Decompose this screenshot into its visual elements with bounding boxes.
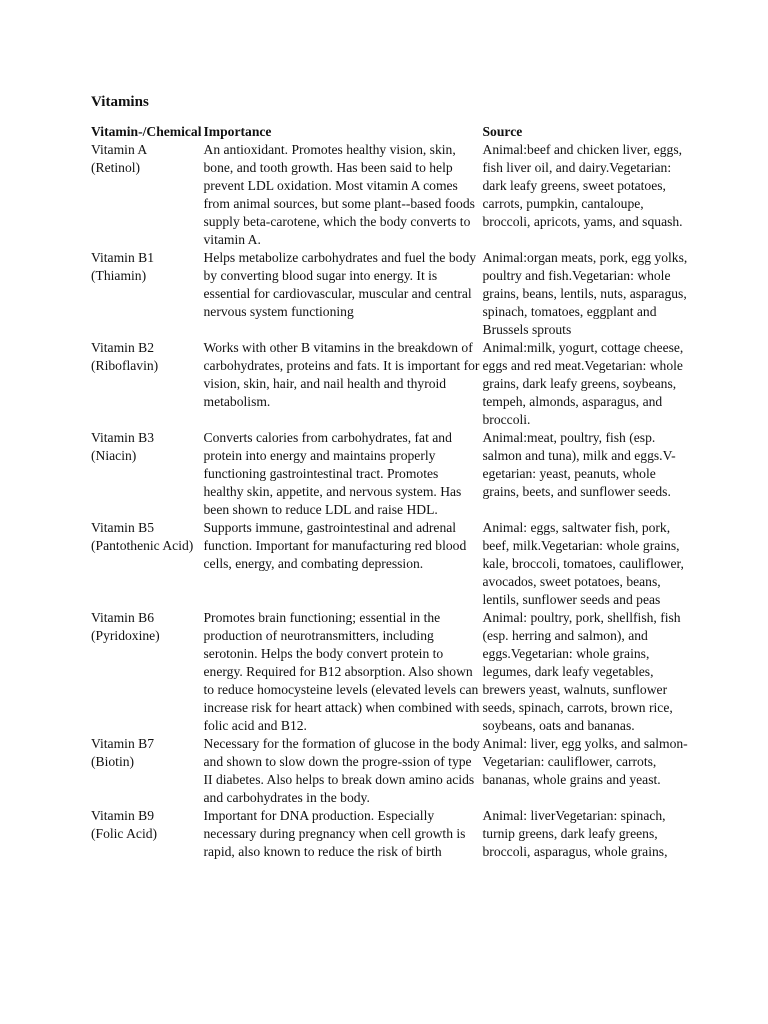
table-row — [89, 609, 691, 735]
vitamin-name: Vitamin B5 — [91, 520, 154, 535]
source-cell: Animal:meat, poultry, fish (esp. salmon and tuna), milk and eggs.V-egetarian: yeast, peanuts, whole grains, beets, and sunflower seeds. — [482, 430, 676, 499]
table-header-row — [89, 123, 691, 141]
importance-cell: Works with other B vitamins in the breakdown of carbohydrates, proteins and fats. It is important for vision, skin, hair, and nail health and thyroid metabolism. — [203, 340, 480, 409]
vitamin-cell — [89, 519, 202, 609]
vitamin-cell — [89, 141, 202, 249]
source-cell: Animal: liverVegetarian: spinach, turnip greens, dark leafy greens, broccoli, asparagus, whole grains, — [482, 808, 668, 859]
vitamins-table — [89, 123, 691, 861]
importance-cell: Supports immune, gastrointestinal and adrenal function. Important for manufacturing red blood cells, energy, and combating depression. — [203, 520, 467, 571]
vitamin-chemical: (Thiamin) — [91, 268, 147, 283]
vitamin-chemical: (Folic Acid) — [91, 826, 158, 841]
table-row — [89, 141, 691, 249]
importance-cell: Converts calories from carbohydrates, fat and protein into energy and maintains properly functioning gastrointestinal tract. Promotes healthy skin, appetite, and nervous system. Has been shown to reduce LDL and raise HDL. — [203, 430, 462, 517]
vitamin-chemical: (Niacin) — [91, 448, 137, 463]
vitamin-chemical: (Retinol) — [91, 160, 141, 175]
source-cell: Animal:beef and chicken liver, eggs, fish liver oil, and dairy.Vegetarian: dark leafy greens, sweet potatoes, carrots, pumpkin, cantaloupe, broccoli, apricots, yams, and squash. — [482, 142, 683, 229]
table-row — [89, 807, 691, 861]
vitamin-chemical: (Pyridoxine) — [91, 628, 160, 643]
importance-cell: An antioxidant. Promotes healthy vision, skin, bone, and tooth growth. Has been said to help prevent LDL oxidation. Most vitamin A comes from animal sources, but some plant--based foods supply beta-carotene, which the body converts to vitamin A. — [203, 142, 475, 247]
source-cell: Animal:organ meats, pork, egg yolks, poultry and fish.Vegetarian: whole grains, beans, lentils, nuts, asparagus, spinach, tomatoes, eggplant and Brussels sprouts — [482, 250, 688, 337]
table-row — [89, 339, 691, 429]
table-row — [89, 429, 691, 519]
source-cell: Animal:milk, yogurt, cottage cheese, eggs and red meat.Vegetarian: whole grains, dark leafy greens, soybeans, tempeh, almonds, asparagus, and broccoli. — [482, 340, 684, 427]
vitamin-name: Vitamin B7 — [91, 736, 154, 751]
vitamin-chemical: (Biotin) — [91, 754, 135, 769]
table-row — [89, 249, 691, 339]
table-row — [89, 519, 691, 609]
source-cell: Animal: liver, egg yolks, and salmon-Vegetarian: cauliflower, carrots, bananas, whole grains and yeast. — [482, 736, 688, 787]
vitamin-cell — [89, 609, 202, 735]
header-vitamin: Vitamin-/Chemical — [91, 124, 202, 139]
vitamin-cell — [89, 735, 202, 807]
vitamin-chemical: (Pantothenic Acid) — [91, 538, 194, 553]
vitamin-name: Vitamin B6 — [91, 610, 154, 625]
header-importance: Importance — [203, 124, 272, 139]
vitamin-cell — [89, 807, 202, 861]
vitamin-name: Vitamin B1 — [91, 250, 154, 265]
vitamin-name: Vitamin A — [91, 142, 148, 157]
vitamin-cell — [89, 339, 202, 429]
vitamin-name: Vitamin B3 — [91, 430, 154, 445]
header-source: Source — [482, 124, 523, 139]
importance-cell: Necessary for the formation of glucose in the body and shown to slow down the progre-ssion of type II diabetes. Also helps to break down amino acids and carbohydrates in the body. — [203, 736, 480, 805]
source-cell: Animal: poultry, pork, shellfish, fish (esp. herring and salmon), and eggs.Vegetarian: whole grains, legumes, dark leafy vegetables, brewers yeast, walnuts, sunflower seeds, spinach, carrots, brown rice, soybeans, oats and bananas. — [482, 610, 681, 733]
vitamin-cell — [89, 429, 202, 519]
vitamin-name: Vitamin B2 — [91, 340, 154, 355]
source-cell: Animal: eggs, saltwater fish, pork, beef, milk.Vegetarian: whole grains, kale, broccoli, tomatoes, cauliflower, avocados, sweet potatoes, beans, lentils, sunflower seeds and peas — [482, 520, 684, 607]
table-row — [89, 735, 691, 807]
importance-cell: Important for DNA production. Especially necessary during pregnancy when cell growth is rapid, also known to reduce the risk of birth — [203, 808, 466, 859]
vitamin-chemical: (Riboflavin) — [91, 358, 159, 373]
vitamin-name: Vitamin B9 — [91, 808, 154, 823]
document-title: Vitamins — [91, 94, 149, 110]
importance-cell: Promotes brain functioning; essential in the production of neurotransmitters, including serotonin. Helps the body convert protein to energy. Required for B12 absorption. Also shown to reduce homocysteine levels (elevated levels can increase risk for heart attack) when combined with folic acid and B12. — [203, 610, 480, 733]
vitamin-cell — [89, 249, 202, 339]
importance-cell: Helps metabolize carbohydrates and fuel the body by converting blood sugar into energy. It is essential for cardiovascular, muscular and central nervous system functioning — [203, 250, 477, 319]
